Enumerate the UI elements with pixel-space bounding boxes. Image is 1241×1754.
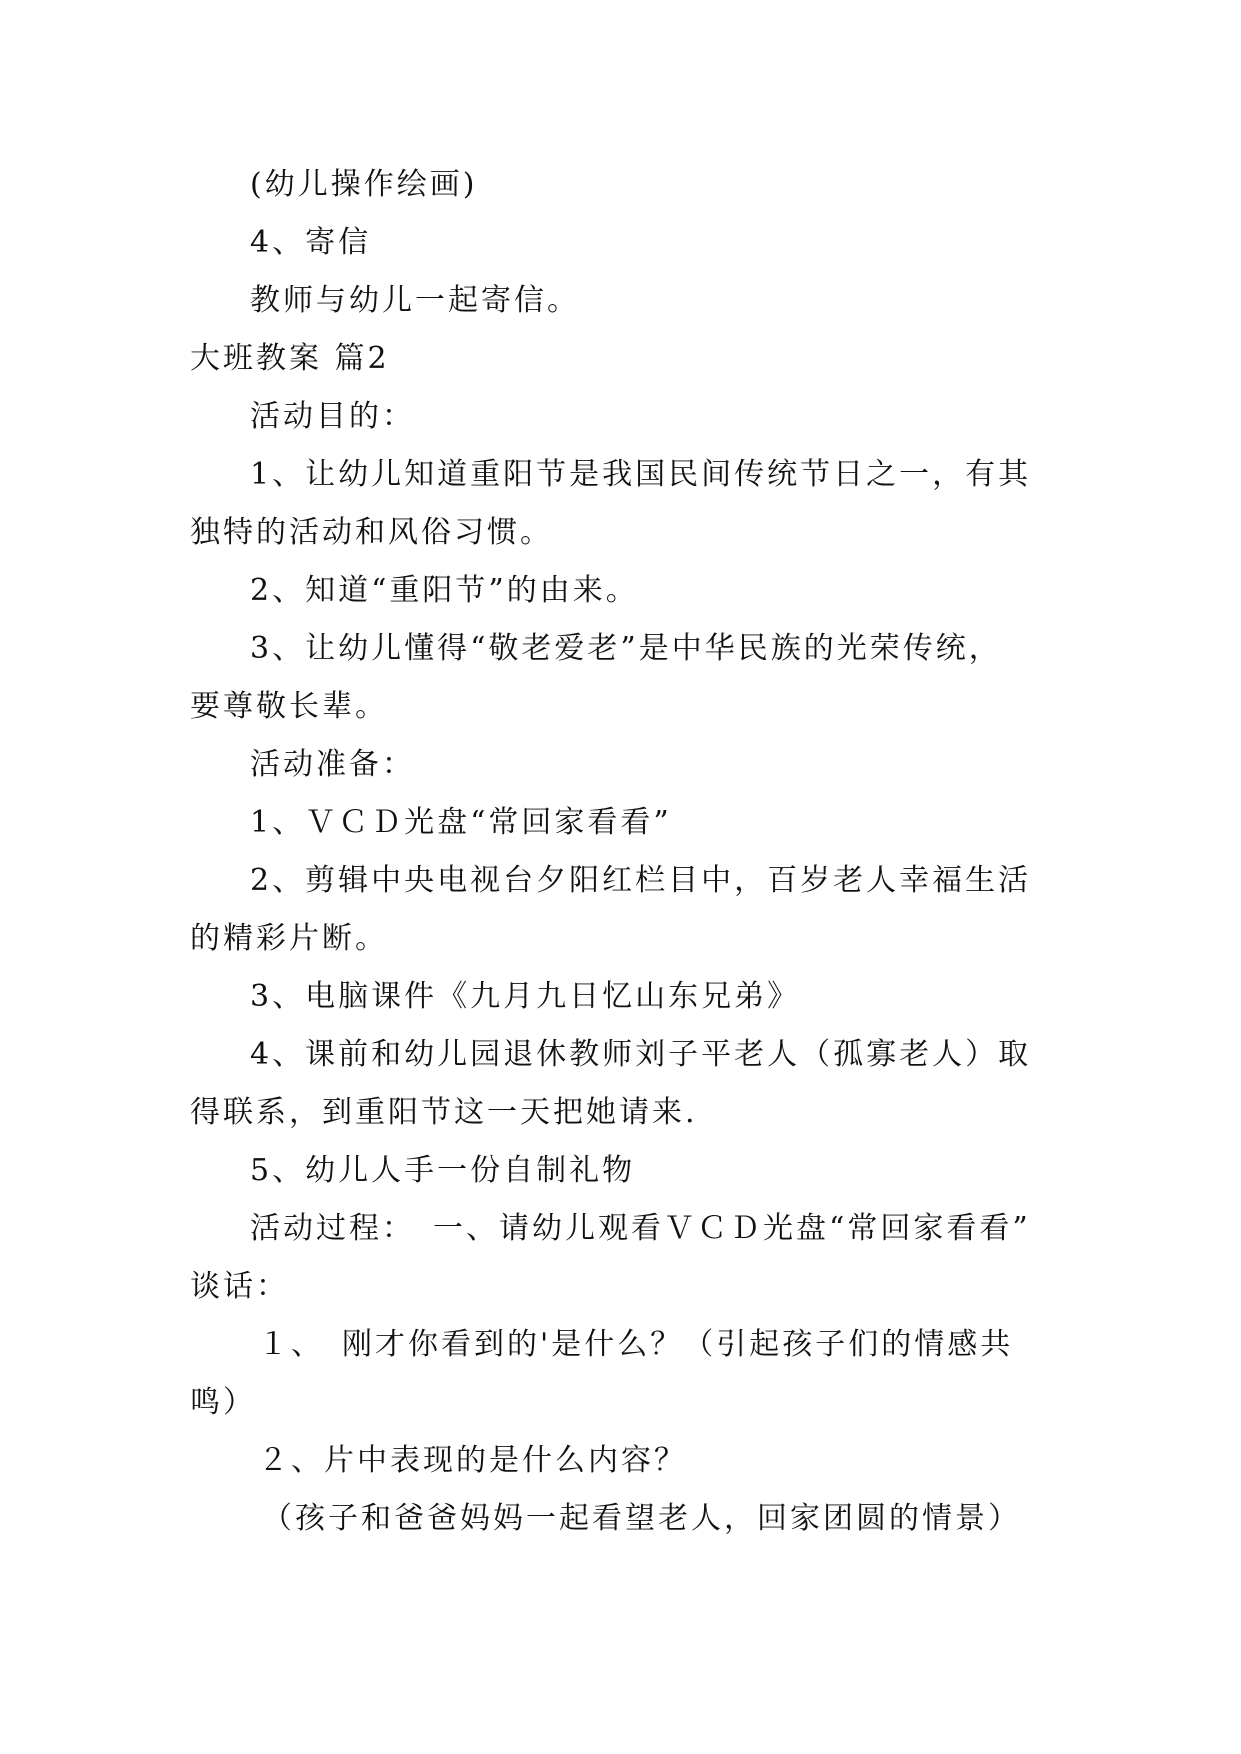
paragraph-line: ２、片中表现的是什么内容？ — [258, 1443, 687, 1478]
paragraph-line: 2、剪辑中央电视台夕阳红栏目中，百岁老人幸福生活 — [250, 863, 1032, 898]
paragraph-line: 活动过程： 一、请幼儿观看ＶＣＤ光盘“常回家看看” — [250, 1211, 1031, 1246]
paragraph-line: １、 刚才你看到的'是什么？（引起孩子们的情感共 — [258, 1327, 1014, 1362]
paragraph-line: 谈话： — [190, 1269, 289, 1304]
paragraph-line: 5、幼儿人手一份自制礼物 — [250, 1153, 636, 1188]
paragraph-line: 鸣） — [190, 1385, 256, 1420]
paragraph-line: 1、让幼儿知道重阳节是我国民间传统节日之一，有其 — [250, 457, 1032, 492]
paragraph-line: 要尊敬长辈。 — [190, 689, 388, 724]
paragraph-line: （孩子和爸爸妈妈一起看望老人，回家团圆的情景） — [262, 1501, 1021, 1536]
paragraph-line: 4、寄信 — [250, 225, 372, 260]
paragraph-line: (幼儿操作绘画) — [250, 167, 478, 202]
paragraph-line: 2、知道“重阳节”的由来。 — [250, 573, 639, 608]
paragraph-line: 3、让幼儿懂得“敬老爱老”是中华民族的光荣传统， — [250, 631, 1002, 666]
paragraph-line: 活动准备： — [250, 747, 415, 782]
section-heading: 大班教案 篇2 — [190, 341, 390, 376]
paragraph-line: 独特的活动和风俗习惯。 — [190, 515, 553, 550]
paragraph-line: 教师与幼儿一起寄信。 — [250, 283, 580, 318]
paragraph-line: 3、电脑课件《九月九日忆山东兄弟》 — [250, 979, 801, 1014]
paragraph-line: 4、课前和幼儿园退休教师刘子平老人（孤寡老人）取 — [250, 1037, 1032, 1072]
paragraph-line: 得联系，到重阳节这一天把她请来. — [190, 1095, 698, 1130]
paragraph-line: 活动目的： — [250, 399, 415, 434]
paragraph-line: 的精彩片断。 — [190, 921, 388, 956]
paragraph-line: 1、ＶＣＤ光盘“常回家看看” — [250, 805, 672, 840]
